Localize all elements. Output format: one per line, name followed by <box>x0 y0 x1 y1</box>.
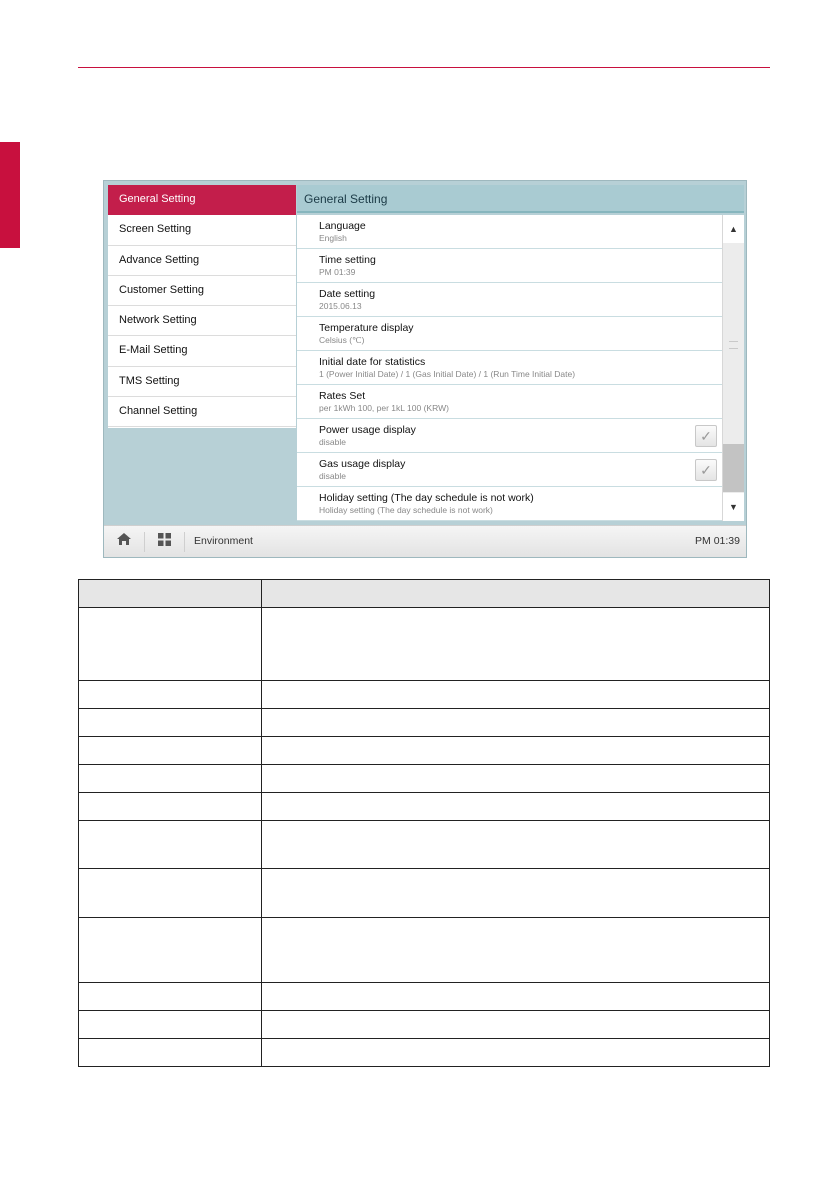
chapter-tab <box>0 142 20 248</box>
table-row <box>79 765 770 793</box>
setting-row-gas-usage-display[interactable] <box>297 453 722 487</box>
setting-row-temperature-display[interactable] <box>297 317 722 351</box>
setting-row-time[interactable] <box>297 249 722 283</box>
sidebar-item-tms-setting[interactable]: TMS Setting <box>108 367 296 397</box>
table-cell <box>262 821 770 869</box>
status-divider <box>144 532 145 552</box>
table-row <box>79 869 770 918</box>
panel-title: General Setting <box>297 185 744 213</box>
table-cell <box>262 737 770 765</box>
table-row <box>79 1039 770 1067</box>
setting-value: English <box>319 233 347 243</box>
scroll-up-icon[interactable]: ▲ <box>723 215 744 243</box>
table-cell <box>262 608 770 681</box>
table-cell <box>79 681 262 709</box>
setting-title: Date setting <box>319 288 376 300</box>
setting-value: Celsius (℃) <box>319 335 365 345</box>
table-cell <box>79 793 262 821</box>
table-cell <box>262 681 770 709</box>
sidebar-item-advance-setting[interactable]: Advance Setting <box>108 246 296 276</box>
sidebar-item-screen-setting[interactable]: Screen Setting <box>108 215 296 245</box>
status-divider <box>184 532 185 552</box>
setting-title: Initial date for statistics <box>319 356 426 368</box>
setting-title: Language <box>319 220 366 232</box>
sidebar-item-general-setting[interactable]: General Setting <box>108 185 296 215</box>
table-cell <box>262 869 770 918</box>
table-cell <box>79 709 262 737</box>
table-cell <box>79 1039 262 1067</box>
table-cell <box>262 1011 770 1039</box>
sidebar-item-customer-setting[interactable]: Customer Setting <box>108 276 296 306</box>
home-icon[interactable] <box>106 526 142 557</box>
table-cell <box>79 918 262 983</box>
table-cell <box>79 608 262 681</box>
setting-title: Power usage display <box>319 424 416 436</box>
setting-value: per 1kWh 100, per 1kL 100 (KRW) <box>319 403 449 413</box>
table-row <box>79 608 770 681</box>
table-cell <box>262 983 770 1011</box>
setting-value: disable <box>319 471 346 481</box>
table-cell <box>79 983 262 1011</box>
table-cell <box>79 765 262 793</box>
table-cell <box>79 821 262 869</box>
setting-value: disable <box>319 437 346 447</box>
setting-title: Temperature display <box>319 322 414 334</box>
setting-value: 2015.06.13 <box>319 301 362 311</box>
table-header-cell <box>79 580 262 608</box>
gas-usage-checkbox[interactable]: ✓ <box>695 459 717 481</box>
scroll-thumb[interactable] <box>723 444 744 492</box>
device-screen <box>103 180 747 558</box>
location-label: Environment <box>194 535 253 547</box>
table-row <box>79 1011 770 1039</box>
table-cell <box>79 869 262 918</box>
scroll-down-icon[interactable]: ▼ <box>723 493 744 521</box>
table-row <box>79 681 770 709</box>
table-cell <box>262 793 770 821</box>
table-header-row <box>79 580 770 608</box>
table-cell <box>262 709 770 737</box>
top-divider <box>78 67 770 68</box>
scroll-grip-icon <box>729 341 738 349</box>
settings-panel <box>297 185 744 521</box>
settings-list <box>297 215 722 521</box>
table-header-cell <box>262 580 770 608</box>
setting-row-statistics-initial-date[interactable] <box>297 351 722 385</box>
table-cell <box>262 918 770 983</box>
sidebar-item-network-setting[interactable]: Network Setting <box>108 306 296 336</box>
table-row <box>79 918 770 983</box>
clock-label: PM 01:39 <box>695 535 740 547</box>
setting-row-holiday[interactable] <box>297 487 722 521</box>
table-cell <box>262 765 770 793</box>
setting-title: Gas usage display <box>319 458 406 470</box>
setting-title: Holiday setting (The day schedule is not work) <box>319 492 534 504</box>
sidebar-item-channel-setting[interactable]: Channel Setting <box>108 397 296 427</box>
table-row <box>79 709 770 737</box>
table-cell <box>79 737 262 765</box>
setting-value: Holiday setting (The day schedule is not work) <box>319 505 493 515</box>
settings-sidebar <box>108 185 296 428</box>
setting-title: Time setting <box>319 254 376 266</box>
setting-value: 1 (Power Initial Date) / 1 (Gas Initial Date) / 1 (Run Time Initial Date) <box>319 369 576 379</box>
bottom-status-bar <box>104 525 746 557</box>
list-scrollbar[interactable] <box>722 215 744 521</box>
table-row <box>79 983 770 1011</box>
setting-title: Rates Set <box>319 390 366 402</box>
setting-row-power-usage-display[interactable] <box>297 419 722 453</box>
table-cell <box>79 1011 262 1039</box>
setting-row-date[interactable] <box>297 283 722 317</box>
power-usage-checkbox[interactable]: ✓ <box>695 425 717 447</box>
table-row <box>79 737 770 765</box>
table-row <box>79 793 770 821</box>
setting-value: PM 01:39 <box>319 267 356 277</box>
setting-row-rates-set[interactable] <box>297 385 722 419</box>
table-row <box>79 821 770 869</box>
grid-icon[interactable] <box>146 526 182 557</box>
setting-row-language[interactable] <box>297 215 722 249</box>
sidebar-item-email-setting[interactable]: E-Mail Setting <box>108 336 296 366</box>
table-cell <box>262 1039 770 1067</box>
description-table <box>78 579 770 1067</box>
